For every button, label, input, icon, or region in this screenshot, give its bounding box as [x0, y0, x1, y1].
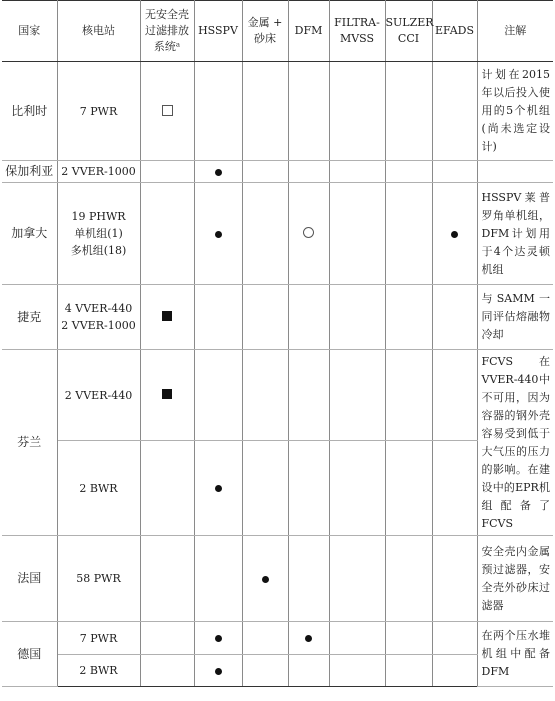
no-filter-cell	[140, 350, 194, 441]
country-cell: 德国	[2, 622, 57, 687]
filtra-cell	[329, 622, 385, 655]
hsspv-cell	[194, 536, 242, 622]
efads-cell	[432, 285, 477, 350]
header-plant: 核电站	[57, 1, 140, 62]
dfm-cell	[288, 183, 329, 285]
table-row	[2, 183, 553, 285]
sulzer-cell	[385, 536, 432, 622]
dot-icon	[215, 485, 222, 492]
plant-cell: 7 PWR	[57, 622, 140, 655]
table-row	[2, 62, 553, 161]
country-cell: 加拿大	[2, 183, 57, 285]
metal-sand-cell	[242, 161, 288, 183]
sulzer-cell	[385, 622, 432, 655]
efads-cell	[432, 183, 477, 285]
note-cell: 计划在2015年以后投入使用的5个机组(尚未选定设计)	[477, 62, 553, 161]
header-no-filter: 无安全壳 过滤排放 系统ᵃ	[140, 1, 194, 62]
table-row	[2, 161, 553, 183]
header-metal-sand: 金属 + 砂床	[242, 1, 288, 62]
metal-sand-cell	[242, 62, 288, 161]
no-filter-cell	[140, 62, 194, 161]
efads-cell	[432, 62, 477, 161]
header-sulzer: SULZER CCI	[385, 1, 432, 62]
table-row	[2, 655, 553, 687]
metal-sand-cell	[242, 655, 288, 687]
plant-cell: 2 BWR	[57, 441, 140, 536]
no-filter-cell	[140, 285, 194, 350]
plant-cell: 4 VVER-440 2 VVER-1000	[57, 285, 140, 350]
dfm-cell	[288, 62, 329, 161]
no-filter-cell	[140, 183, 194, 285]
header-filtra: FILTRA- MVSS	[329, 1, 385, 62]
plant-cell: 2 VVER-1000	[57, 161, 140, 183]
hsspv-cell	[194, 655, 242, 687]
dfm-cell	[288, 285, 329, 350]
dfm-cell	[288, 350, 329, 441]
sulzer-cell	[385, 62, 432, 161]
sulzer-cell	[385, 350, 432, 441]
note-cell	[477, 161, 553, 183]
header-notes: 注解	[477, 1, 553, 62]
note-cell: FCVS在VVER-440中不可用，因为容器的钢外壳容易受到低于大气压的压力的影响。在建设中的EPR机组配备了FCVS	[477, 350, 553, 536]
sulzer-cell	[385, 285, 432, 350]
hsspv-cell	[194, 350, 242, 441]
dot-icon	[215, 635, 222, 642]
no-filter-cell	[140, 622, 194, 655]
filtra-cell	[329, 285, 385, 350]
header-hsspv: HSSPV	[194, 1, 242, 62]
dfm-cell	[288, 161, 329, 183]
sulzer-cell	[385, 441, 432, 536]
metal-sand-cell	[242, 622, 288, 655]
efads-cell	[432, 441, 477, 536]
open-square-icon	[162, 105, 173, 116]
efads-cell	[432, 622, 477, 655]
sulzer-cell	[385, 655, 432, 687]
filtra-cell	[329, 183, 385, 285]
metal-sand-cell	[242, 285, 288, 350]
header-row	[2, 1, 553, 62]
filtra-cell	[329, 350, 385, 441]
metal-sand-cell	[242, 183, 288, 285]
plant-cell: 7 PWR	[57, 62, 140, 161]
no-filter-cell	[140, 536, 194, 622]
fcvs-table	[2, 0, 553, 687]
dfm-cell	[288, 441, 329, 536]
no-filter-cell	[140, 441, 194, 536]
table-row	[2, 536, 553, 622]
efads-cell	[432, 655, 477, 687]
plant-cell: 2 VVER-440	[57, 350, 140, 441]
dot-icon	[215, 231, 222, 238]
metal-sand-cell	[242, 441, 288, 536]
hsspv-cell	[194, 441, 242, 536]
efads-cell	[432, 161, 477, 183]
plant-cell: 2 BWR	[57, 655, 140, 687]
table-row	[2, 350, 553, 441]
hsspv-cell	[194, 62, 242, 161]
country-cell: 比利时	[2, 62, 57, 161]
table-row	[2, 441, 553, 536]
dot-icon	[215, 169, 222, 176]
note-cell: 在两个压水堆机组中配备DFM	[477, 622, 553, 687]
hsspv-cell	[194, 622, 242, 655]
header-country: 国家	[2, 1, 57, 62]
country-cell: 保加利亚	[2, 161, 57, 183]
note-cell: HSSPV莱普罗角单机组，DFM计划用于4个达灵顿机组	[477, 183, 553, 285]
filtra-cell	[329, 655, 385, 687]
plant-cell: 19 PHWR 单机组(1) 多机组(18)	[57, 183, 140, 285]
dot-icon	[262, 576, 269, 583]
filtra-cell	[329, 62, 385, 161]
no-filter-cell	[140, 655, 194, 687]
sulzer-cell	[385, 161, 432, 183]
dfm-cell	[288, 622, 329, 655]
table-row	[2, 622, 553, 655]
dot-icon	[451, 231, 458, 238]
filled-square-icon	[162, 311, 172, 321]
dfm-cell	[288, 655, 329, 687]
no-filter-cell	[140, 161, 194, 183]
hsspv-cell	[194, 161, 242, 183]
header-efads: EFADS	[432, 1, 477, 62]
hsspv-cell	[194, 183, 242, 285]
metal-sand-cell	[242, 350, 288, 441]
dot-icon	[215, 668, 222, 675]
country-cell: 芬兰	[2, 350, 57, 536]
hsspv-cell	[194, 285, 242, 350]
efads-cell	[432, 536, 477, 622]
efads-cell	[432, 350, 477, 441]
country-cell: 法国	[2, 536, 57, 622]
header-dfm: DFM	[288, 1, 329, 62]
filtra-cell	[329, 441, 385, 536]
metal-sand-cell	[242, 536, 288, 622]
country-cell: 捷克	[2, 285, 57, 350]
plant-cell: 58 PWR	[57, 536, 140, 622]
sulzer-cell	[385, 183, 432, 285]
note-cell: 与SAMM一同评估熔融物冷却	[477, 285, 553, 350]
note-cell: 安全壳内金属预过滤器，安全壳外砂床过滤器	[477, 536, 553, 622]
table-row	[2, 285, 553, 350]
filtra-cell	[329, 536, 385, 622]
filtra-cell	[329, 161, 385, 183]
filled-square-icon	[162, 389, 172, 399]
dfm-cell	[288, 536, 329, 622]
dot-icon	[305, 635, 312, 642]
open-circle-icon	[303, 227, 314, 238]
